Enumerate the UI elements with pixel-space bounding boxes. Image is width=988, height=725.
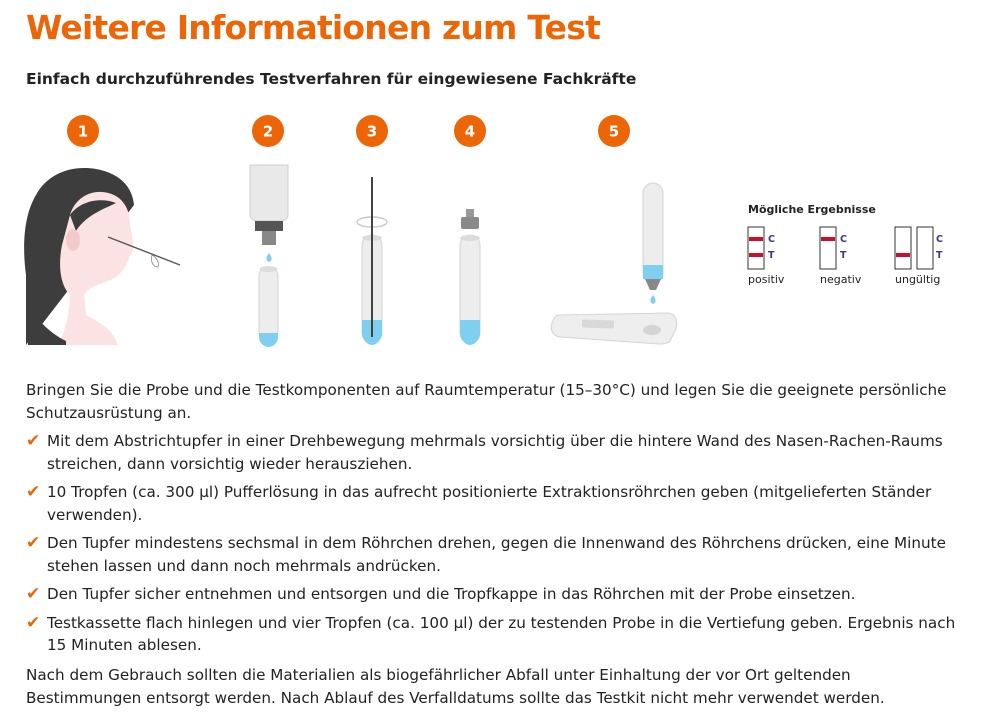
svg-text:C: C — [936, 234, 943, 245]
svg-text:C: C — [840, 234, 847, 245]
svg-text:T: T — [768, 250, 775, 261]
check-icon: ✔ — [26, 482, 41, 502]
result-label-negative: negativ — [820, 273, 862, 286]
instruction-list — [26, 430, 966, 663]
result-label-invalid: ungültig — [895, 273, 941, 286]
step-badge-5 — [598, 115, 630, 147]
instruction-text: Den Tupfer mindestens sechsmal in dem Röhrchen drehen, gegen die Innenwand des Röhrchens drücken, eine Minute stehen lassen und dann noch mehrmals andrücken. — [47, 534, 946, 575]
extraction-tube-icon — [259, 266, 278, 347]
result-label-positive: positiv — [748, 273, 785, 286]
results-title: Mögliche Ergebnisse — [748, 203, 876, 216]
outro-paragraph: Nach dem Gebrauch sollten die Materialien als biogefährlicher Abfall unter Einhaltung der vor Ort geltenden Bestimmungen entsorgt werden. Nach Ablauf des Verfalldatums sollte das Testkit nicht mehr verwendet werden. — [26, 666, 885, 707]
instruction-item — [26, 481, 966, 526]
svg-text:T: T — [840, 250, 847, 261]
svg-text:1: 1 — [77, 122, 89, 141]
svg-text:5: 5 — [608, 122, 620, 141]
instruction-text: Mit dem Abstrichtupfer in einer Drehbewegung mehrmals vorsichtig über die hintere Wand des Nasen-Rachen-Raums streichen, dann vorsichtig wieder herausziehen. — [47, 432, 943, 473]
result-negative — [820, 227, 862, 286]
instruction-item — [26, 532, 966, 577]
procedure-illustration — [0, 105, 988, 355]
buffer-bottle-icon — [250, 165, 288, 262]
svg-text:T: T — [936, 250, 943, 261]
capped-tube-icon — [460, 209, 480, 345]
check-icon: ✔ — [26, 584, 41, 604]
test-cassette-icon — [551, 183, 676, 344]
svg-text:4: 4 — [464, 122, 476, 141]
step-badge-1 — [67, 115, 99, 147]
nasal-swab-person-icon — [24, 168, 180, 345]
check-icon: ✔ — [26, 431, 41, 451]
svg-text:2: 2 — [262, 122, 274, 141]
page-subtitle: Einfach durchzuführendes Testverfahren für eingewiesene Fachkräfte — [26, 70, 637, 88]
svg-text:C: C — [768, 234, 775, 245]
result-positive — [748, 227, 785, 286]
instruction-text: 10 Tropfen (ca. 300 µl) Pufferlösung in das aufrecht positionierte Extraktionsröhrchen geben (mitgelieferten Ständer verwenden). — [47, 483, 932, 524]
step-badge-4 — [454, 115, 486, 147]
check-icon: ✔ — [26, 612, 41, 633]
result-invalid — [895, 227, 943, 286]
instruction-item — [26, 430, 966, 475]
results-legend — [748, 203, 943, 286]
svg-text:3: 3 — [366, 122, 378, 141]
intro-paragraph: Bringen Sie die Probe und die Testkomponenten auf Raumtemperatur (15–30°C) und legen Sie die geeignete persönliche Schutzausrüstung an. — [26, 381, 947, 422]
step-badge-2 — [252, 115, 284, 147]
instruction-item — [26, 612, 966, 657]
instruction-item — [26, 583, 966, 606]
step-badge-3 — [356, 115, 388, 147]
swab-in-tube-icon — [357, 177, 387, 345]
check-icon: ✔ — [26, 533, 41, 553]
instruction-text: Testkassette flach hinlegen und vier Tropfen (ca. 100 µl) der zu testenden Probe in die Vertiefung geben. Ergebnis nach 15 Minuten ablesen. — [47, 613, 956, 654]
instruction-text: Den Tupfer sicher entnehmen und entsorgen und die Tropfkappe in das Röhrchen mit der Probe einsetzen. — [47, 585, 856, 603]
page-title: Weitere Informationen zum Test — [26, 8, 601, 47]
